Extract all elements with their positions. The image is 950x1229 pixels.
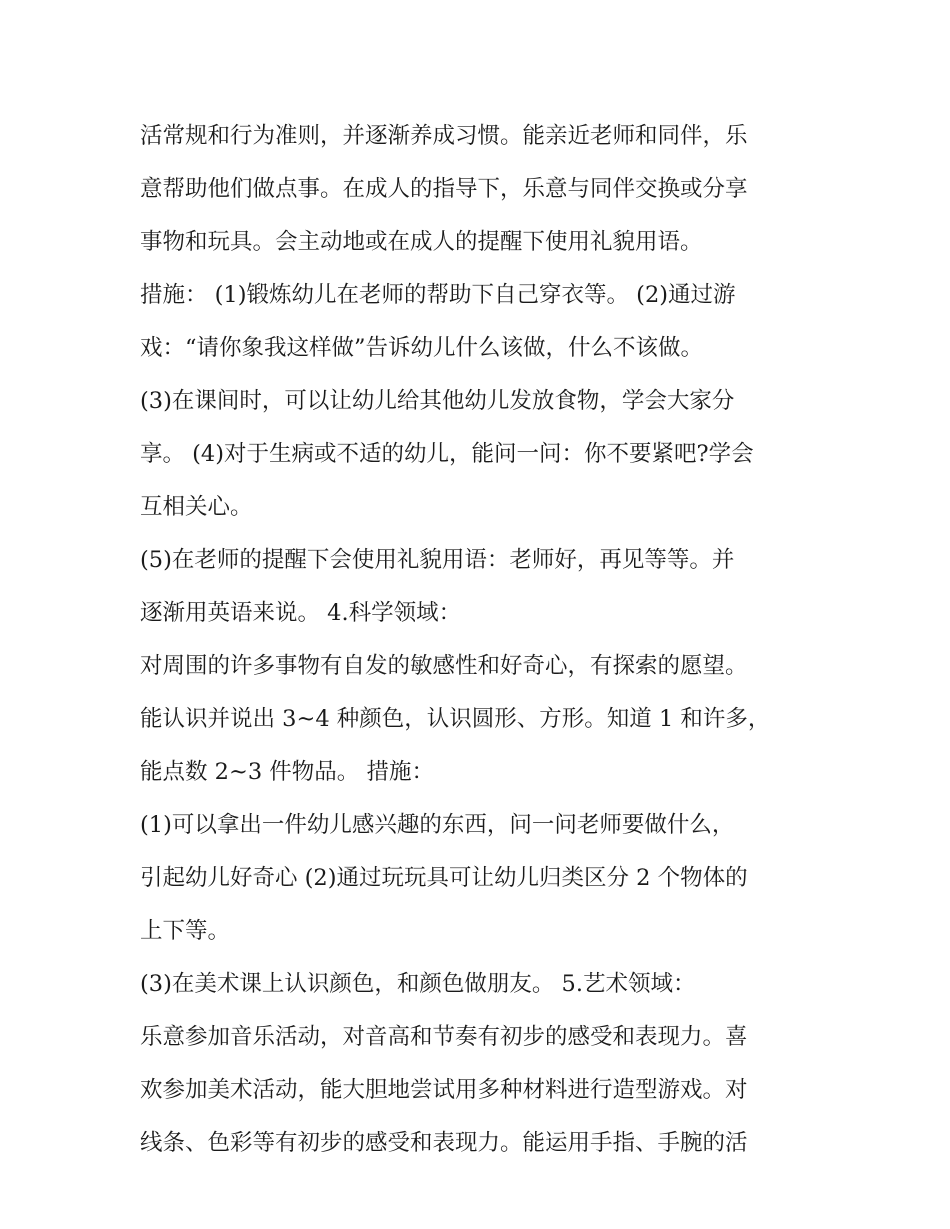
text-line: 线条、色彩等有初步的感受和表现力。能运用手指、手腕的活 bbox=[140, 1130, 748, 1156]
text-line: 享。 (4)对于生病或不适的幼儿，能问一问：你不要紧吧?学会 bbox=[140, 441, 754, 467]
text-line: 互相关心。 bbox=[140, 494, 253, 520]
text-line: (3)在课间时，可以让幼儿给其他幼儿发放食物，学会大家分 bbox=[140, 388, 735, 414]
text-line: (1)可以拿出一件幼儿感兴趣的东西，问一问老师要做什么， bbox=[140, 812, 735, 838]
text-line: 措施： (1)锻炼幼儿在老师的帮助下自己穿衣等。 (2)通过游 bbox=[140, 282, 736, 308]
text-line: 能点数 2~3 件物品。 措施： bbox=[140, 759, 434, 785]
text-line: 逐渐用英语来说。 4.科学领域： bbox=[140, 600, 462, 626]
text-line: 欢参加美术活动，能大胆地尝试用多种材料进行造型游戏。对 bbox=[140, 1077, 748, 1103]
text-line: 事物和玩具。会主动地或在成人的提醒下使用礼貌用语。 bbox=[140, 229, 703, 255]
text-line: (5)在老师的提醒下会使用礼貌用语：老师好，再见等等。并 bbox=[140, 547, 735, 573]
text-line: 意帮助他们做点事。在成人的指导下，乐意与同伴交换或分享 bbox=[140, 176, 748, 202]
text-line: 乐意参加音乐活动，对音高和节奏有初步的感受和表现力。喜 bbox=[140, 1024, 748, 1050]
text-line: 活常规和行为准则，并逐渐养成习惯。能亲近老师和同伴，乐 bbox=[140, 123, 748, 149]
text-line: 对周围的许多事物有自发的敏感性和好奇心，有探索的愿望。 bbox=[140, 653, 748, 679]
text-line: 上下等。 bbox=[140, 918, 231, 944]
text-line: (3)在美术课上认识颜色，和颜色做朋友。 5.艺术领域： bbox=[140, 971, 696, 997]
text-line: 戏：“请你象我这样做”告诉幼儿什么该做，什么不该做。 bbox=[140, 335, 704, 361]
text-line: 引起幼儿好奇心 (2)通过玩玩具可让幼儿归类区分 2 个物体的 bbox=[140, 865, 748, 891]
text-line: 能认识并说出 3~4 种颜色，认识圆形、方形。知道 1 和许多， bbox=[140, 706, 771, 732]
document-body bbox=[140, 110, 830, 1170]
